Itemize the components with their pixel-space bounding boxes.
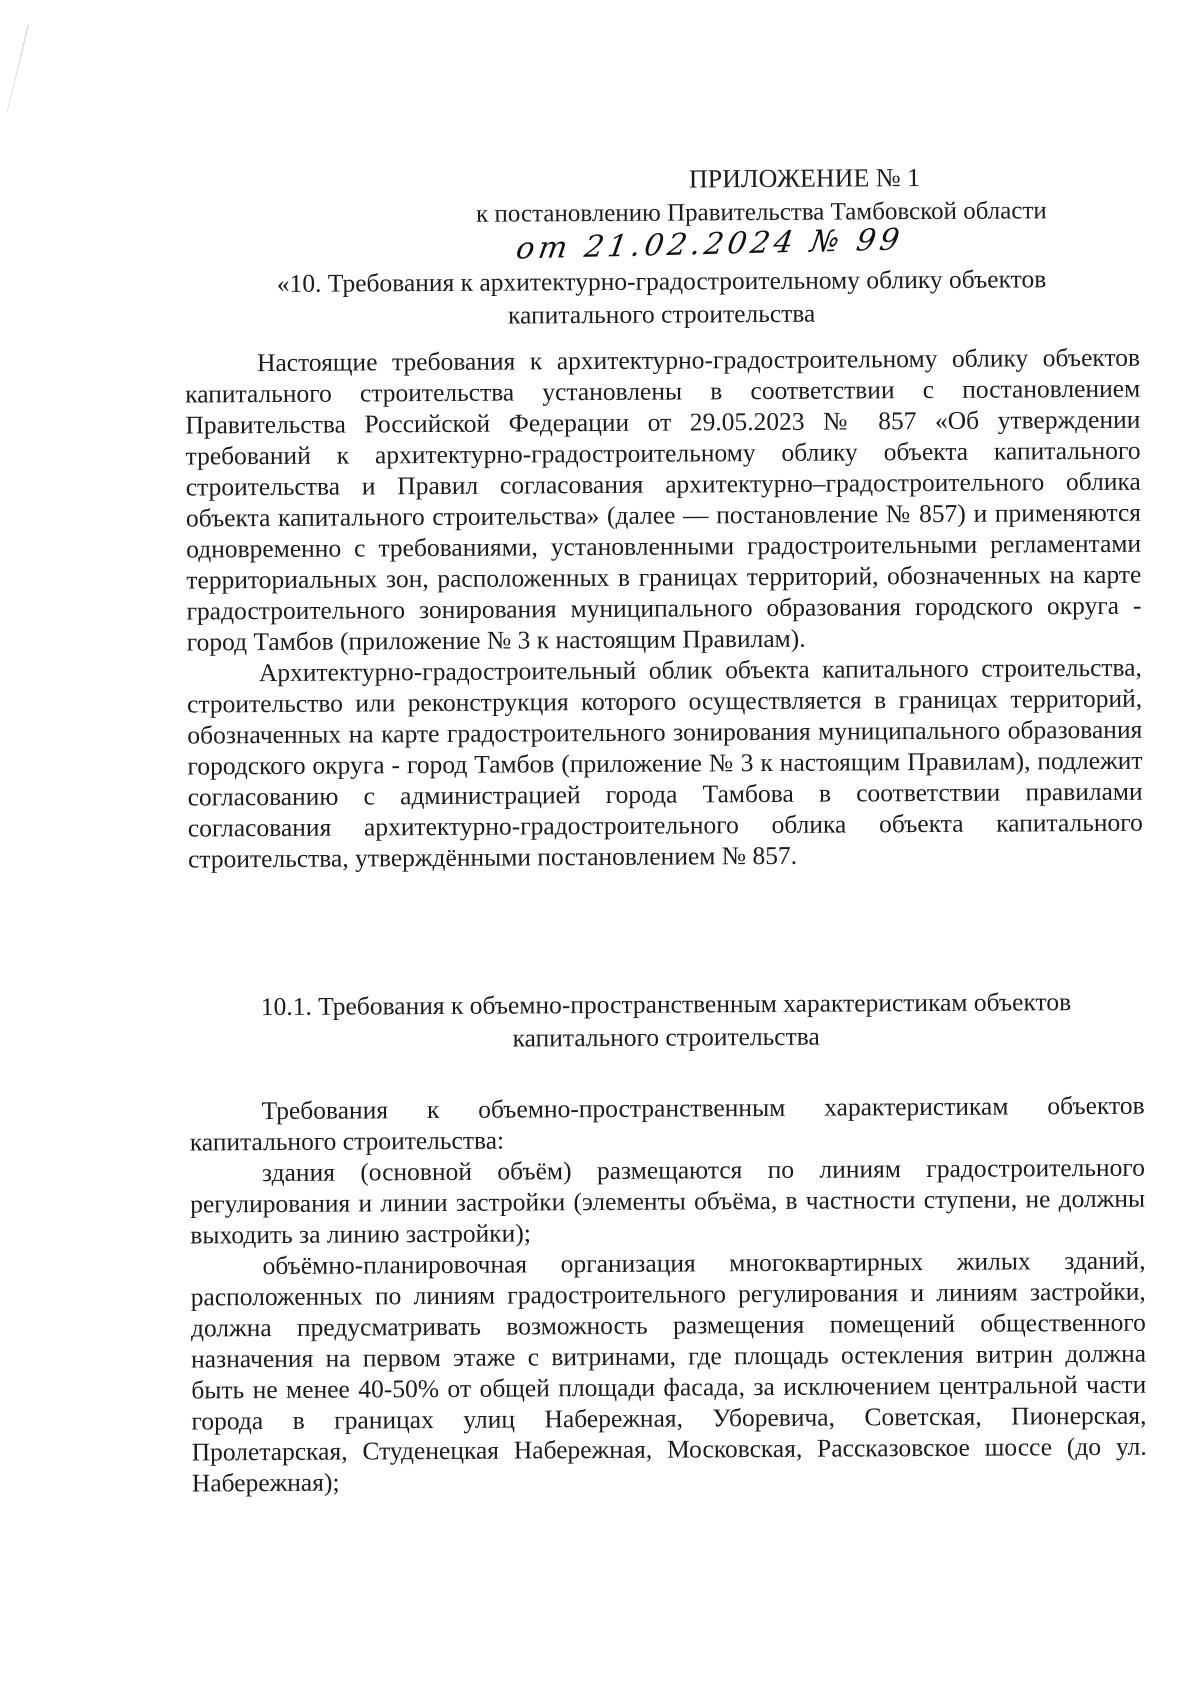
section-10-paragraph-1: Настоящие требования к архитектурно-градостроительному облику объектов капитального строительства установлены в соответствии с постановлением Правительства Российской Федерации от 29.05.2023 № 857 «Об утверждении требований к архитектурно-градостроительному облику объекта капитального строительства и Правил согласования архитектурно–градостроительного облика объекта капитального строительства» (далее — постановление № 857) и применяются одновременно с требованиями, установленными градостроительными регламентами территориальных зон, расположенных в границах территорий, обозначенных на карте градостроительного зонирования муниципального образования городского округа - город Тамбов (приложение № 3 к настоящим Правилам). — [185, 342, 1142, 657]
section-10-heading-line1: «10. Требования к архитектурно-градостроительному облику объектов — [276, 264, 1047, 298]
section-10-heading — [186, 262, 1136, 334]
section-10-paragraph-2: Архитектурно-градостроительный облик объекта капитального строительства, строительство или реконструкция которого осуществляется в границах территорий, обозначенных на карте градостроительного зонирования муниципального образования городского округа - город Тамбов (приложение № 3 к настоящим Правилам), подлежит согласованию с администрацией города Тамбова в соответствии правилами согласования архитектурно-градостроительного облика объекта капитального строительства, утверждёнными постановлением № 857. — [187, 652, 1143, 874]
section-10-1-heading-line2: капитального строительства — [512, 1021, 820, 1053]
section-10-1-heading — [191, 985, 1141, 1057]
section-10-1-paragraph-2: здания (основной объём) размещаются по линиям градостроительного регулирования и линии застройки (элементы объёма, в частности ступени, не должны выходить за линию застройки); — [190, 1152, 1146, 1250]
section-10-1-body — [189, 1090, 1146, 1499]
section-10-1-paragraph-1: Требования к объемно-пространственным характеристикам объектов капитального строительства: — [189, 1090, 1145, 1157]
section-10-heading-line2: капитального строительства — [508, 298, 816, 330]
scan-artifact — [7, 25, 29, 113]
appendix-subtitle: к постановлению Правительства Тамбовской области — [476, 197, 1047, 228]
appendix-header — [476, 160, 1127, 268]
section-10-1-heading-line1: 10.1. Требования к объемно-пространственным характеристикам объектов — [260, 987, 1072, 1022]
appendix-title: ПРИЛОЖЕНИЕ № 1 — [688, 163, 921, 194]
handwritten-date-number: от 21.02.2024 № 99 — [513, 222, 906, 267]
section-10-1-paragraph-3: объёмно-планировочная организация многоквартирных жилых зданий, расположенных по линиям градостроительного регулирования и линиям застройки, должна предусматривать возможность размещения помещений общественного назначения на первом этаже с витринами, где площадь остекления витрин должна быть не менее 40-50% от общей площади фасада, за исключением центральной части города в границах улиц Набережная, Уборевича, Советская, Пионерская, Пролетарская, Студенецкая Набережная, Московская, Рассказовское шоссе (до ул. Набережная); — [190, 1245, 1147, 1498]
section-10-body — [185, 342, 1143, 875]
